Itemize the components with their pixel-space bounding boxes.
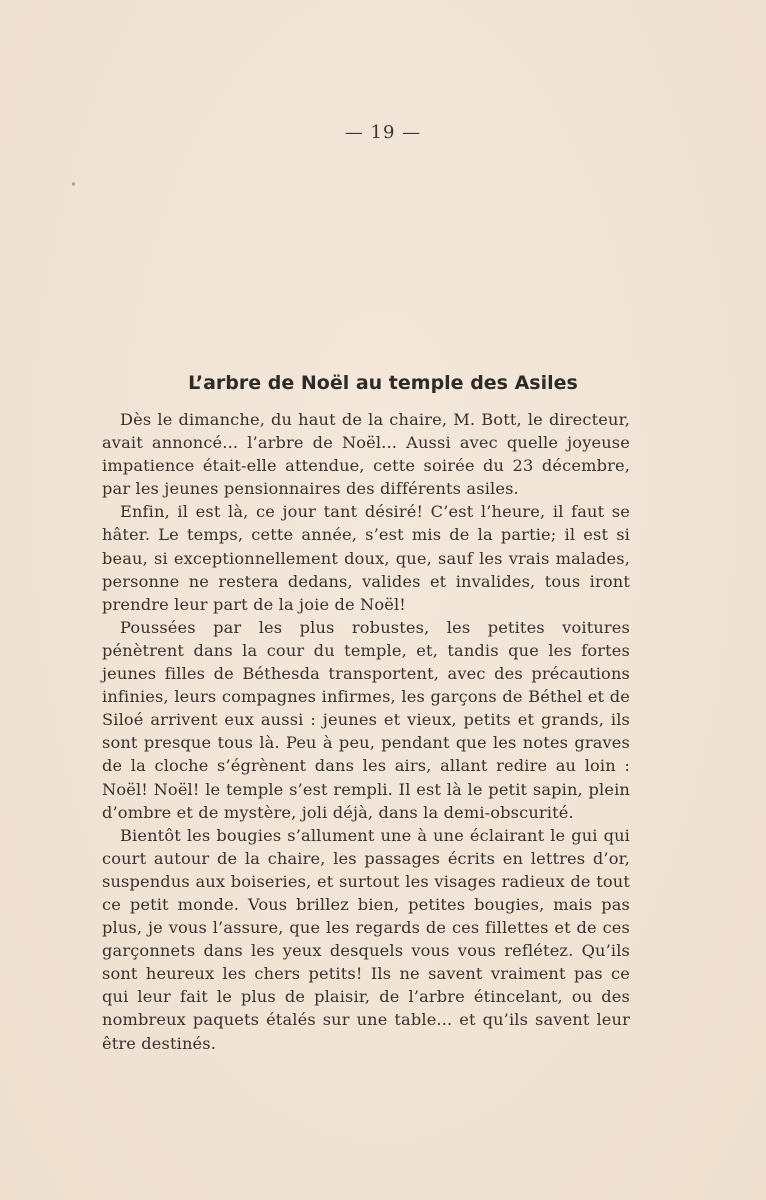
article-title: L’arbre de Noël au temple des Asiles xyxy=(188,372,578,394)
page-number: — 19 — xyxy=(344,122,422,143)
article-body xyxy=(102,408,630,1055)
paper-speck xyxy=(72,182,75,186)
paragraph-3: Poussées par les plus robustes, les petites voitures pénètrent dans la cour du temple, et, tandis que les fortes jeunes filles de Béthesda transportent, avec des précautions infinies, leurs compagnes infirmes, les garçons de Béthel et de Siloé arrivent eux aussi : jeunes et vieux, petits et grands, ils sont presque tous là. Peu à peu, pendant que les notes graves de la cloche s’égrènent dans les airs, allant redire au loin : Noël! Noël! le temple s’est rempli. Il est là le petit sapin, plein d’ombre et de mystère, joli déjà, dans la demi-obscurité. xyxy=(102,617,630,822)
paragraph-2: Enfin, il est là, ce jour tant désiré! C’est l’heure, il faut se hâter. Le temps, cette année, s’est mis de la partie; il est si beau, si exceptionnellement doux, que, sauf les vrais malades, personne ne restera dedans, valides et invalides, tous iront prendre leur part de la joie de Noël! xyxy=(102,502,630,614)
paragraph-4: Bientôt les bougies s’allument une à une éclairant le gui qui court autour de la chaire, les passages écrits en lettres d’or, suspendus aux boiseries, et surtout les visages radieux de tout ce petit monde. Vous brillez bien, petites bougies, mais pas plus, je vous l’assure, que les regards de ces fillettes et de ces garçonnets dans les yeux desquels vous vous reflétez. Qu’ils sont heureux les chers petits! Ils ne savent vraiment pas ce qui leur fait le plus de plaisir, de l’arbre étincelant, ou des nombreux paquets étalés sur une table... et qu’ils savent leur être destinés. xyxy=(102,825,630,1053)
paragraph-1: Dès le dimanche, du haut de la chaire, M. Bott, le directeur, avait annoncé... l’arbre de Noël... Aussi avec quelle joyeuse impatience était-elle attendue, cette soirée du 23 décembre, par les jeunes pensionnaires des différents asiles. xyxy=(102,410,630,499)
